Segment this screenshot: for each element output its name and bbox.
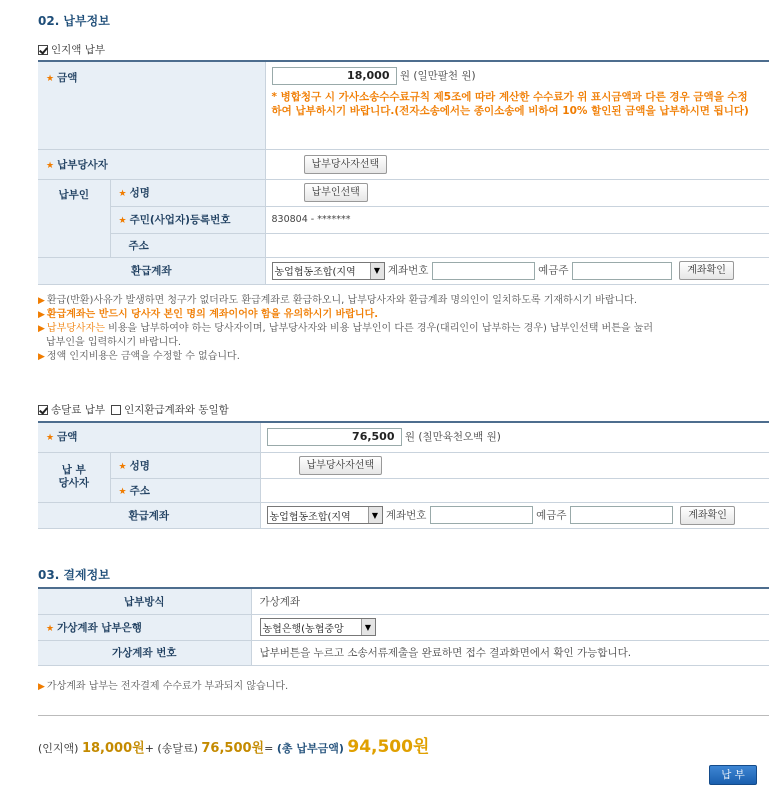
payer-label: 납부인: [38, 179, 110, 257]
virtual-account-label: 가상계좌 번호: [38, 640, 251, 665]
delivery-account-input[interactable]: [430, 506, 533, 524]
select-party-button[interactable]: 납부당사자선택: [304, 155, 388, 174]
payment-notes: [38, 680, 773, 694]
chevron-down-icon: ▼: [368, 507, 382, 523]
payer-name-label: ★ 성명: [110, 179, 265, 206]
delivery-address-label: ★ 주소: [110, 478, 260, 502]
note-refund-own-account: ▶ 환급계좌는 반드시 당사자 본인 명의 계좌이어야 함을 유의하시기 바랍니다.: [38, 309, 379, 320]
note-refund: ▶ 환급(반환)사유가 발생하면 청구가 없더라도 환급계좌로 환급하오니, 납부당사자와 환급계좌 명의인이 일치하도록 기재하시기 바랍니다.: [38, 295, 638, 306]
amount-label-cell: ★ 금액: [38, 61, 265, 149]
delivery-amount-label: ★ 금액: [38, 422, 260, 452]
chevron-down-icon: ▼: [361, 619, 375, 635]
summary-plus: +: [144, 742, 154, 755]
delivery-amount-unit: 원: [404, 431, 415, 444]
payment-method-value: 가상계좌: [251, 588, 769, 614]
note-payer: ▶ 납부당사자는 비용을 납부하여야 하는 당사자이며, 납부당사자와 비용 납부인이 다른 경우(대리인이 납부하는 경우) 납부인선택 버튼을 눌러: [38, 323, 654, 334]
delivery-holder-label: 예금주: [536, 509, 567, 521]
delivery-select-party-button[interactable]: 납부당사자선택: [299, 456, 383, 475]
stamp-payment-checkbox[interactable]: [38, 45, 48, 55]
amount-value-cell: [265, 61, 769, 149]
stamp-payment-checkbox-row: [38, 42, 105, 57]
party-label-cell: ★ 납부당사자: [38, 149, 265, 179]
delivery-name-label: ★ 성명: [110, 452, 260, 478]
delivery-party-label: 납 부 당사자: [38, 452, 110, 502]
section-title-payment-settlement: 03. 결제정보: [38, 568, 110, 582]
virtual-bank-select[interactable]: 농협은행(농협중앙 ▼: [260, 618, 376, 636]
stamp-payment-checkbox-label: 인지액 납부: [51, 44, 106, 56]
note-payer-cont: 납부인을 입력하시기 바랍니다.: [46, 337, 182, 348]
note-virtual-account: ▶ 가상계좌 납부는 전자결제 수수료가 부과되지 않습니다.: [38, 681, 289, 692]
refund-account-input[interactable]: [432, 262, 535, 280]
delivery-table: [38, 421, 769, 529]
delivery-holder-input[interactable]: [570, 506, 673, 524]
same-refund-account-checkbox[interactable]: [111, 405, 121, 415]
id-number-value: 830804 - *******: [265, 206, 769, 233]
divider: [38, 715, 769, 716]
summary-total-label: (총 납부금액): [276, 742, 344, 755]
chevron-down-icon: ▼: [370, 263, 384, 279]
account-number-label: 계좌번호: [387, 264, 429, 277]
delivery-refund-label: 환급계좌: [38, 502, 260, 528]
refund-account-label: 환급계좌: [38, 257, 265, 284]
stamp-notes: [38, 294, 773, 364]
stamp-table: [38, 60, 769, 285]
summary-delivery-value: 76,500원: [201, 741, 265, 756]
delivery-fee-checkbox[interactable]: [38, 405, 48, 415]
amount-korean: (일만팔천 원): [413, 70, 476, 82]
delivery-checkbox-row: [38, 402, 229, 417]
payer-address-value: [265, 233, 769, 257]
pay-button[interactable]: 납 부: [709, 765, 757, 785]
same-refund-account-label: 인지환급계좌와 동일함: [124, 404, 229, 416]
payment-summary: [38, 732, 429, 757]
summary-equals: =: [264, 742, 274, 755]
delivery-amount-korean: (칠만육천오백 원): [418, 431, 501, 444]
delivery-amount-input[interactable]: 76,500: [267, 428, 402, 446]
summary-stamp-value: 18,000원: [81, 741, 145, 756]
note-fixed-stamp: ▶ 정액 인지비용은 금액을 수정할 수 없습니다.: [38, 351, 240, 362]
delivery-fee-checkbox-label: 송달료 납부: [51, 404, 106, 416]
summary-total-value: 94,500원: [347, 737, 430, 757]
summary-stamp-label: (인지액): [38, 742, 79, 755]
delivery-account-number-label: 계좌번호: [385, 509, 427, 521]
payment-table: [38, 587, 769, 666]
virtual-bank-label: ★ 가상계좌 납부은행: [38, 614, 251, 640]
refund-bank-select[interactable]: 농업협동조합(지역 ▼: [272, 262, 385, 280]
merge-claim-notice: * 병합청구 시 가사소송수수료규칙 제5조에 따라 계산한 수수료가 위 표시금액과 다른 경우 금액을 수정하여 납부하시기 바랍니다.(전자소송에서는 종이소송에 비하여 10% 할인된 금액을 납부하시면 됩니다): [271, 91, 749, 117]
id-number-label: ★ 주민(사업자)등록번호: [110, 206, 265, 233]
delivery-bank-select[interactable]: 농업협동조합(지역 ▼: [267, 506, 383, 524]
account-holder-label: 예금주: [538, 264, 569, 277]
amount-unit: 원: [399, 70, 410, 82]
select-payer-button[interactable]: 납부인선택: [304, 183, 368, 202]
confirm-account-button[interactable]: 계좌확인: [679, 261, 734, 280]
section-title-payment-info: 02. 납부정보: [38, 14, 110, 28]
account-holder-input[interactable]: [572, 262, 672, 280]
stamp-amount-input[interactable]: 18,000: [272, 67, 397, 85]
payer-address-label: 주소: [110, 233, 265, 257]
summary-delivery-label: (송달료): [157, 742, 198, 755]
delivery-address-value: [260, 478, 769, 502]
payment-method-label: 납부방식: [38, 588, 251, 614]
delivery-confirm-account-button[interactable]: 계좌확인: [680, 506, 735, 525]
virtual-account-value: 납부버튼을 누르고 소송서류제출을 완료하면 접수 결과화면에서 확인 가능합니다.: [251, 640, 769, 665]
